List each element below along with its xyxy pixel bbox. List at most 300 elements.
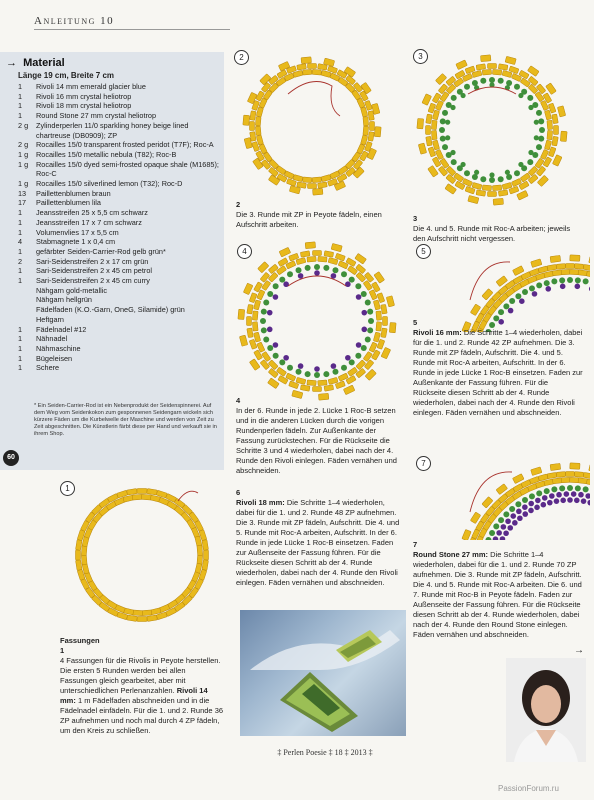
zp-bead (589, 257, 590, 265)
zp-bead (260, 272, 270, 282)
roc-a-bead (460, 93, 465, 98)
zp-bead (76, 540, 83, 551)
zp-bead (482, 185, 491, 191)
material-qty: 1 g (18, 179, 29, 189)
zp-bead (353, 167, 364, 178)
zp-bead (547, 120, 553, 129)
material-text: Rocailles 15/0 transparent frosted peridot (T7F); Roc-A (36, 140, 214, 150)
roc-a-bead (472, 174, 478, 180)
zp-bead (566, 264, 575, 269)
zp-bead (307, 380, 316, 386)
material-item (18, 237, 222, 247)
material-item (18, 101, 222, 111)
step-badge-7: 7 (416, 456, 431, 471)
roc-b-bead (356, 294, 362, 300)
text-step-7: 7 Round Stone 27 mm: Die Schritte 1–4 wiederholen, dabei für die 1. und 2. Runde 70 ZP aufnehmen. Die 3. Runde mit ZP fädeln, Aufschritt. Die 4. und 5. Runde mit Roc-A arbeiten. Die 6. und 7. Runde mit Roc-B in Peyote fädeln. Faden zur Außenseite der Fassung führen. Für die Rückseite diesen Schritt ab der 4. Runde wiederholen, dabei nach der 4. Runde den Round Stone einlegen. Fäden vernähen und abschneiden. (413, 540, 582, 639)
roc-a-bead (440, 118, 446, 124)
roc-b-bead (496, 530, 502, 536)
material-qty: 1 (18, 343, 23, 353)
roc-b-bead (283, 281, 289, 287)
material-qty: 4 (18, 237, 23, 247)
material-text: Sari-Seidenstreifen 2 x 45 cm curry (36, 276, 150, 286)
roc-b-bead (560, 497, 566, 503)
roc-a-bead (489, 177, 495, 183)
text-fassungen: Fassungen 1 4 Fassungen für die Rivolis in Peyote herstellen. Die ersten 5 Runden werden bei allen Fassungen gleich gearbeitet, aber mit unterschiedlichen Perlenanzahlen. Rivoli 14 mm: 1 m Fädelfaden abschneiden und in die Fädelnadel einfädeln. Für die 1. und 2. Runde 36 ZP aufnehmen und noch mal durch 4 ZP fädeln, um den Kreis zu schließen. (60, 636, 224, 735)
roc-a-bead (355, 283, 361, 289)
zp-bead (318, 380, 327, 386)
zp-bead (428, 165, 439, 177)
roc-a-bead (522, 497, 528, 503)
material-text: Sari-Seidenstreifen 2 x 17 cm grün (36, 256, 149, 266)
roc-a-bead (493, 523, 499, 529)
zp-bead (547, 264, 557, 270)
roc-a-bead (287, 271, 293, 277)
roc-b-bead (314, 270, 320, 276)
material-text: Zylinderperlen 11/0 sparkling honey beige lined chartreuse (DB0909); ZP (36, 120, 189, 140)
material-text: Nähnadel (36, 334, 68, 344)
roc-a-bead (536, 110, 542, 116)
roc-a-bead (534, 120, 539, 125)
roc-a-bead (498, 176, 504, 182)
zp-bead (260, 360, 270, 370)
roc-b-bead (516, 509, 522, 515)
zp-bead (488, 192, 497, 197)
roc-a-bead (538, 118, 544, 124)
zp-bead (252, 311, 258, 320)
material-text: Nähgarn hellgrün (36, 295, 92, 305)
zp-bead (488, 64, 497, 69)
zp-bead (204, 550, 209, 560)
zp-bead (554, 126, 559, 135)
roc-a-bead (506, 80, 512, 86)
zp-bead (418, 143, 426, 154)
zp-bead (552, 155, 562, 167)
material-text: Round Stone 27 mm crystal heliotrop (36, 111, 157, 121)
zp-bead (305, 242, 315, 249)
zp-bead (255, 126, 261, 135)
material-text: Paillettenblumen lila (36, 198, 101, 208)
zp-bead (417, 118, 424, 128)
zp-bead (343, 385, 355, 395)
roc-a-bead (440, 136, 446, 142)
roc-a-bead (489, 530, 495, 536)
zp-bead (493, 198, 503, 205)
zp-bead (386, 296, 394, 307)
material-item (18, 344, 222, 354)
material-text: Rocailles 15/0 silverlined lemon (T32); Roc-D (36, 179, 183, 189)
zp-bead (492, 69, 501, 75)
zp-bead (313, 188, 323, 195)
material-item (18, 266, 222, 276)
roc-a-bead (314, 372, 320, 378)
roc-a-bead (450, 150, 455, 155)
material-text: Paillettenblumen braun (36, 188, 111, 198)
zp-bead (249, 359, 260, 371)
zp-bead (498, 64, 508, 70)
zp-bead (589, 465, 590, 473)
roc-b-bead (589, 286, 590, 292)
zp-bead (300, 385, 310, 391)
material-text: Rivoli 14 mm emerald glacier blue (36, 82, 146, 91)
zp-bead (363, 117, 369, 126)
material-text: Nähgarn gold-metallic (36, 285, 107, 295)
roc-b-bead (507, 525, 513, 531)
roc-a-bead (515, 293, 521, 299)
zp-bead (258, 262, 269, 273)
material-text: Rocailles 15/0 metallic nebula (T82); Roc-B (36, 149, 177, 159)
zp-bead (492, 185, 501, 191)
bead-ring-2 (243, 57, 381, 195)
roc-a-bead (474, 170, 479, 175)
roc-a-bead (445, 135, 450, 140)
thread-line (288, 276, 346, 286)
roc-b-bead (522, 504, 528, 510)
material-item (18, 354, 222, 364)
material-qty: 1 (18, 217, 23, 227)
material-item (18, 315, 222, 325)
zp-bead (307, 256, 316, 262)
material-item (18, 189, 222, 199)
roc-a-bead (261, 309, 267, 315)
roc-a-bead (361, 345, 367, 351)
page-header: Anleitung 10 (34, 15, 115, 27)
roc-a-bead (305, 265, 311, 271)
material-text: Rocailles 15/0 dyed semi-frosted opaque shale (M1685); Roc-C (36, 159, 219, 179)
zp-bead (574, 472, 583, 478)
diagram-step-1 (70, 483, 220, 633)
roc-a-bead (559, 277, 565, 283)
zp-bead (301, 57, 311, 64)
zp-bead (137, 617, 147, 622)
roc-b-bead (528, 501, 534, 507)
roc-a-bead (514, 170, 520, 176)
roc-a-bead (451, 159, 457, 165)
roc-a-bead (528, 105, 533, 110)
roc-a-bead (349, 359, 355, 365)
roc-a-bead (506, 174, 512, 180)
material-qty: 1 (18, 276, 23, 286)
zp-bead (260, 74, 271, 85)
roc-b-bead (345, 281, 351, 287)
zp-bead (368, 132, 374, 142)
zp-bead (81, 554, 87, 564)
material-item (18, 92, 222, 102)
material-text: Jeansstreifen 25 x 5,5 cm schwarz (36, 208, 148, 218)
zp-bead (512, 474, 524, 484)
material-text: Sari-Seidenstreifen 2 x 45 cm petrol (36, 266, 152, 276)
thread-line (178, 491, 198, 501)
roc-a-bead (450, 105, 455, 110)
material-text: Schere (36, 363, 60, 373)
zp-bead (383, 317, 388, 326)
roc-a-bead (551, 486, 557, 492)
roc-a-bead (279, 277, 285, 283)
zp-bead (279, 247, 291, 257)
roc-a-bead (498, 78, 504, 84)
arrow-right-icon: → (6, 57, 17, 69)
zp-bead (331, 243, 342, 251)
zp-bead (252, 322, 258, 331)
zp-bead (312, 177, 321, 183)
roc-b-bead (273, 342, 279, 348)
zp-bead (544, 271, 554, 278)
zp-bead (313, 251, 322, 256)
roc-a-bead (583, 278, 589, 284)
roc-a-bead (480, 78, 486, 84)
material-item (18, 257, 222, 267)
material-text: Nähmaschine (36, 343, 81, 353)
zp-bead (308, 64, 317, 69)
zp-bead (243, 115, 250, 125)
zp-bead (561, 269, 570, 274)
material-size: Länge 19 cm, Breite 7 cm (18, 71, 115, 80)
roc-a-bead (538, 136, 544, 142)
roc-a-bead (567, 485, 573, 491)
roc-b-bead (556, 492, 562, 498)
zp-bead (308, 184, 317, 189)
roc-b-bead (361, 327, 367, 333)
zp-bead (376, 311, 382, 320)
zp-bead (431, 130, 437, 139)
portrait-illustration (506, 658, 586, 762)
roc-b-bead (508, 308, 514, 314)
diagram-step-2 (240, 54, 385, 199)
zp-bead (141, 610, 151, 616)
zp-bead (561, 477, 570, 482)
material-item (18, 111, 222, 121)
zp-bead (476, 64, 486, 70)
material-text: Rivoli 16 mm crystal heliotrop (36, 91, 132, 101)
zp-bead (363, 126, 369, 135)
material-qty: 1 (18, 227, 23, 237)
material-heading: → Material (6, 57, 65, 69)
zp-bead (431, 120, 437, 129)
text-step-4: 4 In der 6. Runde in jede 2. Lücke 1 Roc-B setzen und in die anderen Lücken durch die vorigen Rundenperlen fädeln. Zur Außenkante der Fassung zurückstechen. Für die Rückseite die Schritte 3 und 4 wiederholen, dabei nach der 4. Runde den Rivoli einlegen. Fäden vernähen und abschneiden. (236, 396, 397, 475)
roc-a-bead (260, 318, 266, 324)
roc-a-bead (505, 170, 510, 175)
roc-a-bead (575, 485, 581, 491)
material-qty: 1 (18, 334, 23, 344)
zp-bead (356, 272, 366, 282)
roc-a-bead (367, 327, 373, 333)
roc-a-bead (534, 135, 539, 140)
material-text: Stabmagnete 1 x 0,4 cm (36, 237, 116, 247)
zp-bead (527, 66, 539, 77)
roc-a-bead (442, 110, 448, 116)
zp-bead (324, 251, 334, 257)
zp-bead (547, 130, 553, 139)
text-step-3: 3 Die 4. und 5. Runde mit Roc-A arbeiten; jeweils den Aufschritt nicht vergessen. (413, 214, 571, 243)
roc-a-bead (323, 371, 329, 377)
roc-a-bead (332, 267, 338, 273)
fassungen-title: Fassungen (60, 636, 100, 645)
zp-bead (476, 190, 486, 196)
roc-a-bead (559, 485, 565, 491)
roc-a-bead (509, 506, 515, 512)
material-qty (18, 286, 36, 296)
roc-a-bead (480, 176, 486, 182)
zp-bead (446, 84, 456, 94)
roc-a-bead (567, 277, 573, 283)
material-item (18, 82, 222, 92)
material-footnote: * Ein Seiden-Carrier-Rod ist ein Nebenprodukt der Seidenspinnerei. Auf dem Weg vom Seidenkokon zum gesponnenen Seidengarn wickeln sich kürzere Fäden um die Kurbelwelle der Maschine und werden von Zeit zu Zeit abgeschnitten. Die Künstlerin färbt diese per Hand und verkauft sie in ihrem Shop. (34, 403, 217, 437)
zp-bead (303, 177, 312, 183)
zp-bead (468, 195, 479, 203)
material-item (18, 286, 222, 296)
zp-bead (247, 328, 253, 338)
zp-bead (364, 272, 374, 282)
roc-a-bead (365, 300, 371, 306)
roc-a-bead (544, 280, 550, 286)
roc-b-bead (549, 493, 555, 499)
roc-a-bead (349, 277, 355, 283)
roc-a-bead (509, 298, 515, 304)
roc-a-bead (539, 127, 545, 133)
zp-bead (537, 175, 548, 186)
text-step-2: 2 Die 3. Runde mit ZP in Peyote fädeln, einen Aufschritt arbeiten. (236, 200, 382, 229)
zp-bead (250, 111, 256, 121)
zp-bead (498, 190, 508, 196)
bead-ring-1 (76, 489, 209, 622)
roc-a-bead (267, 345, 273, 351)
roc-a-bead (341, 365, 347, 371)
zp-bead (239, 335, 247, 346)
zp-bead (381, 347, 391, 359)
roc-a-bead (367, 309, 373, 315)
zp-bead (528, 166, 538, 176)
zp-bead (370, 122, 375, 131)
zp-bead (365, 369, 376, 380)
roc-b-bead (519, 298, 525, 304)
zp-bead (570, 255, 580, 261)
zp-bead (512, 266, 524, 276)
zp-bead (570, 463, 580, 469)
material-item (18, 198, 222, 208)
zp-bead (297, 64, 307, 70)
bead-ring-4 (238, 242, 396, 400)
roc-b-bead (345, 355, 351, 361)
zp-bead (550, 255, 561, 262)
material-list (18, 82, 222, 373)
roc-b-bead (547, 500, 553, 506)
zp-bead (268, 272, 278, 282)
zp-bead (374, 272, 385, 284)
zp-bead (127, 615, 138, 622)
zp-bead (570, 477, 579, 482)
roc-b-bead (331, 363, 337, 369)
zp-bead (202, 540, 209, 551)
roc-a-bead (296, 369, 302, 375)
material-qty: 1 (18, 324, 23, 334)
roc-b-bead (356, 342, 362, 348)
roc-a-bead (365, 336, 371, 342)
roc-b-bead (510, 513, 516, 519)
roc-a-bead (544, 488, 550, 494)
roc-a-bead (518, 93, 523, 98)
material-qty: 1 g (18, 159, 29, 169)
material-qty: 13 (18, 188, 27, 198)
material-item (18, 179, 222, 189)
material-qty: 2 g (18, 140, 29, 150)
material-item (18, 334, 222, 344)
roc-a-bead (527, 159, 533, 165)
roc-b-bead (361, 310, 367, 316)
material-qty: 1 (18, 363, 23, 373)
roc-a-bead (527, 95, 533, 101)
roc-b-bead (585, 493, 590, 499)
roc-a-bead (498, 517, 504, 523)
material-qty: 1 (18, 208, 23, 218)
roc-b-bead (541, 502, 547, 508)
zp-bead (547, 472, 557, 478)
zp-bead (552, 478, 562, 484)
material-qty: 2 (18, 256, 23, 266)
zp-bead (355, 253, 367, 264)
zp-bead (552, 114, 558, 124)
zp-bead (435, 73, 446, 84)
zp-bead (147, 489, 158, 496)
roc-a-bead (551, 278, 557, 284)
roc-a-bead (355, 353, 361, 359)
text-step-6: 6 Rivoli 18 mm: Die Schritte 1–4 wiederholen, dabei für die 1. und 2. Runde 48 ZP aufnehmen. Die 3. Runde mit ZP fädeln, Aufschritt. Die 4. und 5. Runde mit Roc-A arbeiten, Aufschritt. In der 6. Runde in jede Lücke 1 Roc-B einsetzen. Faden zur Außenseite der Fassung führen. Für die Rückseite diesen Schritt ab der 4. Runde wiederholen, dabei nach der 4. Runde den Rivoli einlegen. Fäden vernähen und abschneiden. (236, 488, 400, 587)
roc-b-bead (267, 310, 273, 316)
zp-bead (300, 251, 310, 257)
roc-b-bead (574, 497, 580, 503)
roc-a-bead (445, 120, 450, 125)
thread-line (288, 82, 340, 117)
zp-bead (578, 270, 588, 276)
header-rule (34, 29, 230, 30)
roc-a-bead (273, 353, 279, 359)
material-text: Fädelnadel #12 (36, 324, 87, 334)
zp-bead (132, 494, 142, 500)
roc-b-bead (534, 505, 540, 511)
step-badge-2: 2 (234, 50, 249, 65)
material-item (18, 276, 222, 286)
roc-a-bead (522, 289, 528, 295)
roc-a-bead (368, 318, 374, 324)
roc-b-bead (505, 518, 511, 524)
zp-bead (574, 264, 583, 270)
zp-bead (268, 368, 278, 378)
roc-a-bead (518, 162, 523, 167)
zp-bead (356, 368, 366, 378)
roc-b-bead (517, 515, 523, 521)
roc-b-bead (567, 497, 573, 503)
zp-bead (546, 83, 557, 95)
zp-bead (570, 269, 579, 274)
zp-bead (318, 256, 327, 262)
zp-bead (583, 472, 590, 478)
material-qty: 1 (18, 353, 23, 363)
roc-a-bead (279, 359, 285, 365)
roc-a-bead (263, 300, 269, 306)
roc-a-bead (261, 327, 267, 333)
roc-a-bead (323, 265, 329, 271)
zp-bead (137, 489, 147, 494)
material-text: Bügeleisen (36, 353, 73, 363)
roc-a-bead (529, 493, 535, 499)
zp-bead (318, 182, 328, 188)
material-item (18, 150, 222, 160)
roc-b-bead (581, 498, 587, 504)
roc-a-bead (489, 77, 495, 83)
zp-bead (238, 309, 245, 319)
zp-bead (247, 317, 252, 326)
material-item (18, 208, 222, 218)
step-badge-4: 4 (237, 244, 252, 259)
zp-bead (528, 84, 538, 94)
